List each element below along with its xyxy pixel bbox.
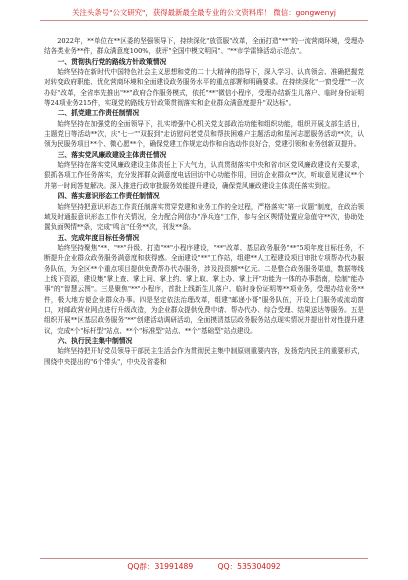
- section-heading: 一、贯彻执行党的路线方针政策情况: [57, 57, 167, 66]
- header-divider: [40, 20, 368, 21]
- document-body: [44, 36, 364, 367]
- footer: [44, 561, 364, 573]
- section-heading: 二、抓党建工作责任制情况: [57, 109, 140, 118]
- body-paragraph: 始终坚持在落实党风廉政建设主体责任上下大气力，认真贯彻落实中央和省市区党风廉政建设有关要求，狠抓各项工作任务落实，充分发挥群众满意度电话回访中心功能作用，回访企业群众**次，听取意见建议**个并第一时间答复解决。深入推进行政审批服务效能提升建设，确保党风廉政建设主体责任落实到位。: [44, 161, 364, 190]
- footer-divider: [40, 558, 368, 559]
- header-banner: 关注头条号"公文研究"，获得最新最全最专业的公文资料库！ 微信：gongwenyj: [72, 8, 336, 17]
- body-paragraph: 始终坚持聚焦"**、"**"升级、打造"**"小程序建设，"**"改革、基层政务服务"**"5项年度目标任务，不断提升企业群众政务服务满意度和获得感。全面建设"**"工作站，组建**人工程建设项目审批专项帮办代办服务队伍，为全区**个重点项目提供免费帮办代办服务，涉及投资额**亿元。二是整合政务服务渠道，数据等线上线下资源，建设集"掌上查、掌上问、掌上约、掌上取、掌上办、掌上评"功能为一体的办事指南，绘制"能办事"的"智慧云图"。三是聚焦"**"小程序，首批上线新生儿落户、临时身份证明等**项业务，受理办结业务**件，极大地方便企业群众办事。四是坚定依法治理改革，组建"邮递小哥"服务队伍，开设上门服务或流动窗口，对邮政营业网点进行升级改造，为企业群众提供免费申请、帮办代办、综合受理、结果送达等服务。五是组织开展**区基层政务服务"**"创建活动调研活动，全面摸清基层政务服务站点现实情况并提出针对性提升建议，完成*个"标杆型"站点、**个"标准型"站点、**个"基础型"站点建设。: [44, 243, 364, 335]
- section-heading: 三、落实党风廉政建设主体责任情况: [57, 150, 167, 159]
- body-paragraph: 始终坚持把开好党员领导干部民主生活会作为贯彻民主集中制原则重要内容，发扬党内民主的重要形式，围绕中央提出的"6个带头"，中央及省委和: [44, 347, 364, 366]
- body-paragraph: 2022年，**单位在**区委的坚强领导下，持续深化"放管服"改革，全面打造"**"的一流营商环境，受理办结各类业务**件，群众满意度100%，获评"全国中模文明同"、"**市学雷锋活动示范点"。: [44, 37, 364, 56]
- body-paragraph: 始终坚持把意识形态工作责任制落实贯穿党建和业务工作的全过程，严格落实"第一议题"制度，在政治领域及时通报意识形态工作有关情况，全力配合网信办"净兵连"工作，参与全区舆情处置应急值守**次，协助处置负面舆情**条，完成"鸣言"任务**次，刊发**条。: [44, 202, 364, 232]
- section-heading: 五、完成年度目标任务情况: [57, 233, 140, 242]
- section-heading: 四、落实意识形态工作责任制情况: [57, 192, 160, 201]
- section-heading: 六、执行民主集中制情况: [57, 336, 133, 345]
- footer-qq-group: QQ群：31991489: [127, 562, 194, 571]
- body-paragraph: 始终坚持在加强党的全面领导下，扎实增强中心机关党支部政治功能和组织功能，组织开展支部生活日，主题党日等活动**次，庆"七一""双报到"走访慰问老党员和帮扶困难户主题活动和星河志愿服务活动**次，认领为民服务项目**个、微心愿**个，确保党建工作规定动作和自选动作良好合，党建引领和业务创新双提升。: [44, 119, 364, 149]
- footer-qq: QQ：535304092: [217, 562, 281, 571]
- body-paragraph: 始终坚持在新时代中国特色社会主义思想和党的二十大精神的指导下，深入学习、认真领会、准确把握党对转变政府职能、优化营商环境和全面建设政务服务水平的重点部署和明确要求。在持续深化"一窗受理""一次办好"改革，全省率先推出"**"政府合作服务模式，依托"**"微信小程序，受理办结新生儿落户、临时身份证明等24项业务215件，实现党的路线方针政策贯彻落实和企业群众满意度提升"双达标"。: [44, 68, 364, 108]
